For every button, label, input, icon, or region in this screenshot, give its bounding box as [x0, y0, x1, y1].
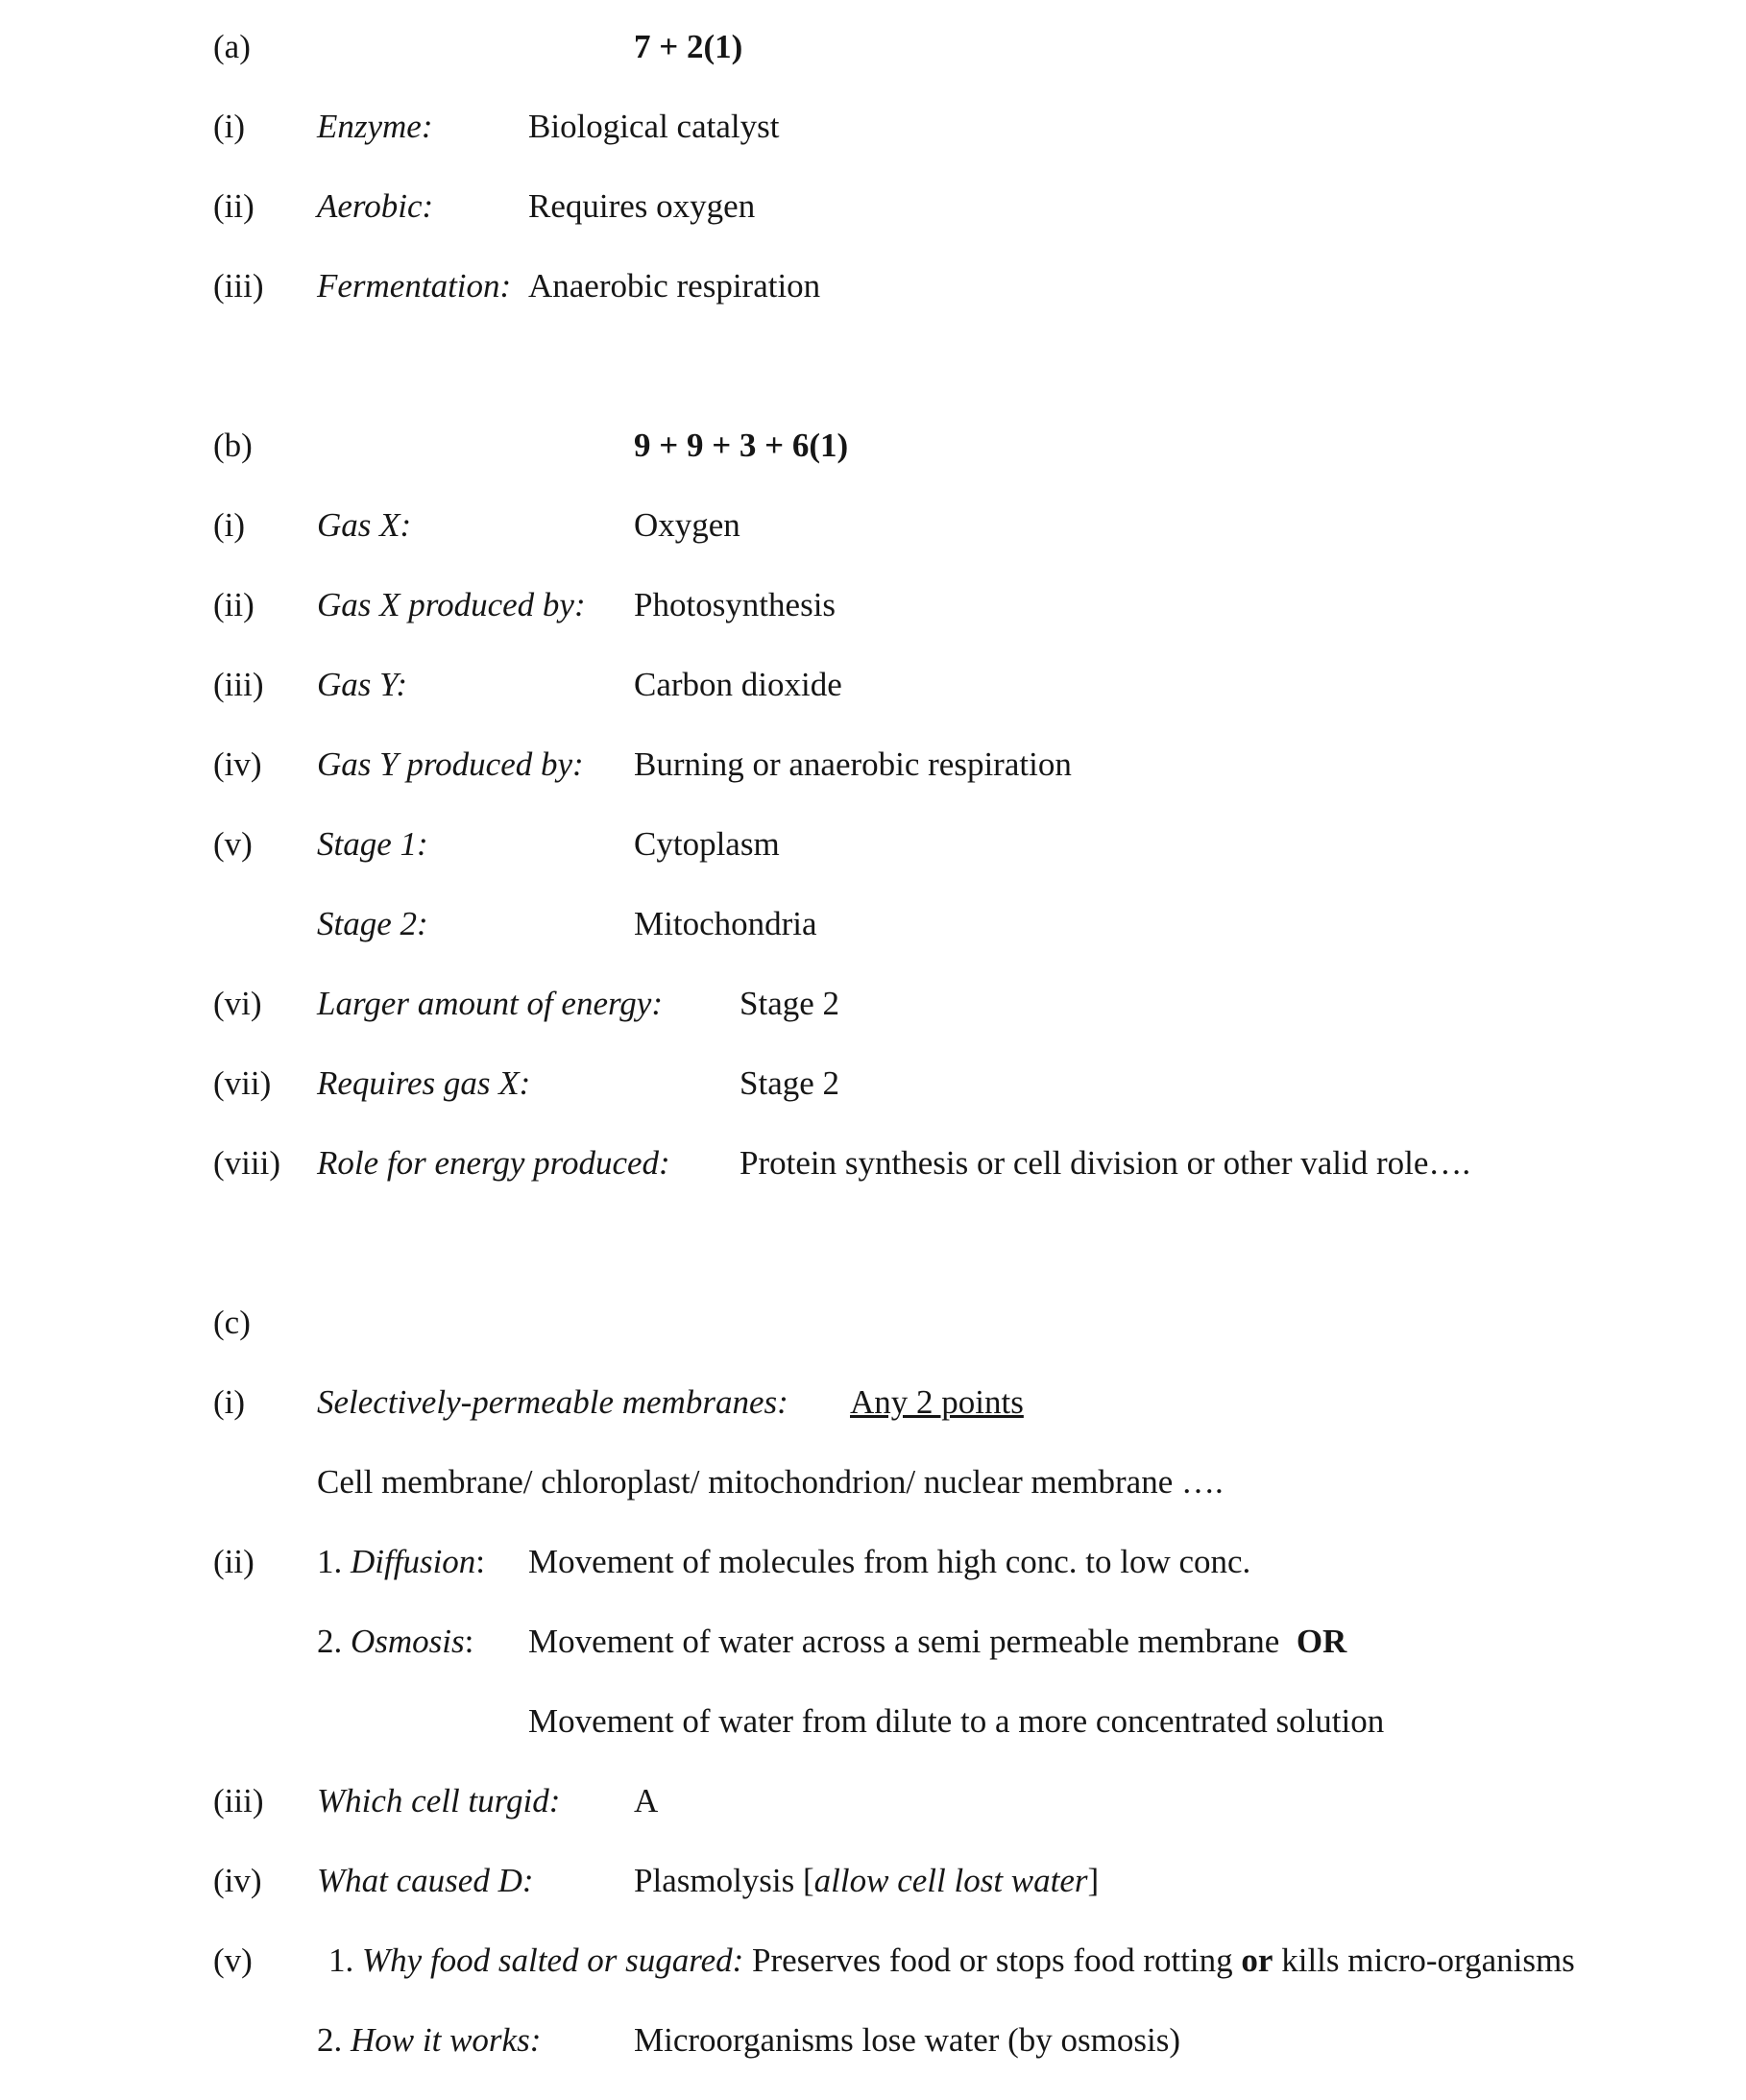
doc-cell: [213, 1542, 255, 1582]
doc-cell: [317, 2020, 541, 2061]
doc-cell: [317, 665, 407, 705]
doc-line: [0, 1143, 1746, 1223]
text-segment: 2.: [317, 1623, 351, 1660]
doc-cell: [528, 1701, 1384, 1742]
doc-cell: [528, 186, 755, 227]
text-segment: Anaerobic respiration: [528, 267, 821, 305]
text-segment: What caused D:: [317, 1862, 534, 1899]
doc-line: [0, 1382, 1746, 1462]
doc-cell: [317, 984, 663, 1024]
doc-cell: [634, 505, 740, 546]
doc-cell: [213, 984, 262, 1024]
text-segment: Osmosis: [351, 1623, 465, 1660]
doc-line: [0, 1941, 1746, 2020]
doc-cell: [213, 505, 245, 546]
doc-line: [0, 1861, 1746, 1941]
text-segment: 9 + 9 + 3 + 6(1): [634, 427, 849, 464]
doc-cell: [317, 505, 411, 546]
doc-cell: [634, 426, 848, 466]
text-segment: (iii): [213, 666, 264, 703]
doc-cell: [740, 984, 839, 1024]
doc-cell: [213, 1941, 253, 1981]
doc-cell: [317, 1542, 485, 1582]
doc-cell: [634, 27, 742, 67]
doc-cell: [213, 1063, 271, 1104]
doc-cell: [213, 745, 262, 785]
doc-line: [0, 984, 1746, 1063]
text-segment: How it works:: [351, 2021, 542, 2059]
text-segment: Which cell turgid:: [317, 1782, 561, 1819]
text-segment: (iii): [213, 267, 264, 305]
doc-cell: [634, 585, 836, 625]
text-segment: ]: [1087, 1862, 1100, 1899]
text-segment: (ii): [213, 1543, 255, 1580]
text-segment: Plasmolysis [: [634, 1862, 814, 1899]
text-segment: 2.: [317, 2021, 351, 2059]
doc-line: [0, 107, 1746, 186]
text-segment: (iv): [213, 1862, 262, 1899]
doc-line: [0, 505, 1746, 585]
doc-cell: [740, 1063, 839, 1104]
doc-cell: [213, 426, 253, 466]
doc-line: [0, 186, 1746, 266]
text-segment: (v): [213, 1941, 253, 1979]
doc-cell: [317, 824, 428, 865]
text-segment: Selectively-permeable membranes:: [317, 1383, 788, 1421]
text-segment: allow cell lost water: [813, 1862, 1088, 1899]
text-segment: Stage 2:: [317, 905, 428, 942]
doc-line: [0, 2020, 1746, 2100]
doc-line: [0, 1063, 1746, 1143]
text-segment: Any 2 points: [850, 1383, 1024, 1421]
text-segment: Gas X produced by:: [317, 586, 586, 623]
text-segment: (viii): [213, 1144, 280, 1182]
text-segment: Why food salted or sugared:: [362, 1941, 744, 1979]
text-segment: Movement of water from dilute to a more concentrated solution: [528, 1702, 1385, 1740]
text-segment: Requires gas X:: [317, 1064, 531, 1102]
text-segment: 1.: [317, 1543, 351, 1580]
doc-cell: [317, 266, 511, 306]
doc-cell: [213, 107, 245, 147]
text-segment: Stage 2: [740, 985, 840, 1022]
doc-cell: [317, 1622, 473, 1662]
doc-cell: [317, 745, 584, 785]
doc-cell: [317, 1382, 788, 1423]
doc-cell: [213, 266, 263, 306]
doc-cell: [528, 107, 779, 147]
doc-cell: [528, 266, 820, 306]
doc-cell: [213, 585, 255, 625]
doc-line: [0, 1542, 1746, 1622]
text-segment: (a): [213, 28, 251, 65]
doc-cell: [634, 904, 817, 944]
text-segment: Stage 1:: [317, 825, 428, 863]
doc-cell: [317, 585, 586, 625]
doc-cell: [634, 665, 842, 705]
text-segment: (i): [213, 506, 246, 544]
doc-line: [0, 665, 1746, 745]
text-segment: Photosynthesis: [634, 586, 837, 623]
doc-line: [0, 1701, 1746, 1781]
text-segment: A: [634, 1782, 659, 1819]
text-segment: (ii): [213, 586, 255, 623]
doc-cell: [213, 1781, 263, 1821]
text-segment: (iii): [213, 1782, 264, 1819]
text-segment: Oxygen: [634, 506, 740, 544]
doc-cell: [317, 1781, 560, 1821]
doc-line: [0, 266, 1746, 346]
doc-cell: [634, 1861, 1099, 1901]
text-segment: (iv): [213, 745, 262, 783]
text-segment: Mitochondria: [634, 905, 817, 942]
doc-cell: [213, 1143, 280, 1184]
text-segment: Role for energy produced:: [317, 1144, 670, 1182]
doc-cell: [317, 904, 428, 944]
blank-line: [0, 346, 1746, 426]
text-segment: Stage 2: [740, 1064, 840, 1102]
doc-cell: [317, 1861, 534, 1901]
text-segment: (vi): [213, 985, 262, 1022]
doc-cell: [213, 1382, 245, 1423]
text-segment: OR: [1296, 1623, 1347, 1660]
doc-cell: [317, 1143, 670, 1184]
text-segment: :: [464, 1623, 474, 1660]
text-segment: Protein synthesis or cell division or other valid role….: [740, 1144, 1471, 1182]
doc-cell: [328, 1941, 1575, 1981]
text-segment: Cytoplasm: [634, 825, 780, 863]
doc-cell: [317, 1063, 530, 1104]
doc-line: [0, 824, 1746, 904]
doc-cell: [740, 1143, 1470, 1184]
doc-line: [0, 1781, 1746, 1861]
text-segment: (v): [213, 825, 253, 863]
text-segment: 1.: [328, 1941, 362, 1979]
doc-line: [0, 426, 1746, 505]
doc-cell: [317, 186, 433, 227]
doc-cell: [634, 2020, 1180, 2061]
doc-line: [0, 1462, 1746, 1542]
text-segment: (vii): [213, 1064, 272, 1102]
text-segment: Burning or anaerobic respiration: [634, 745, 1072, 783]
doc-cell: [850, 1382, 1024, 1423]
text-segment: (ii): [213, 187, 255, 225]
text-segment: kills micro-organisms: [1273, 1941, 1575, 1979]
doc-cell: [213, 665, 263, 705]
text-segment: Microorganisms lose water (by osmosis): [634, 2021, 1181, 2059]
text-segment: Gas Y produced by:: [317, 745, 584, 783]
text-segment: (b): [213, 427, 253, 464]
text-segment: Movement of molecules from high conc. to low conc.: [528, 1543, 1251, 1580]
text-segment: Requires oxygen: [528, 187, 756, 225]
doc-line: [0, 585, 1746, 665]
text-segment: Movement of water across a semi permeable membrane: [528, 1623, 1297, 1660]
text-segment: Carbon dioxide: [634, 666, 842, 703]
doc-cell: [213, 27, 251, 67]
doc-cell: [317, 1462, 1224, 1502]
doc-line: [0, 1622, 1746, 1701]
text-segment: Fermentation:: [317, 267, 512, 305]
text-segment: Preserves food or stops food rotting: [743, 1941, 1242, 1979]
text-segment: 7 + 2(1): [634, 28, 743, 65]
text-segment: Gas Y:: [317, 666, 407, 703]
doc-cell: [528, 1622, 1346, 1662]
doc-cell: [213, 824, 253, 865]
text-segment: Larger amount of energy:: [317, 985, 663, 1022]
blank-line: [0, 1223, 1746, 1303]
doc-line: [0, 27, 1746, 107]
text-segment: :: [475, 1543, 486, 1580]
text-segment: (i): [213, 108, 246, 145]
doc-cell: [634, 745, 1072, 785]
text-segment: Gas X:: [317, 506, 412, 544]
text-segment: or: [1241, 1941, 1273, 1979]
text-segment: Biological catalyst: [528, 108, 780, 145]
text-segment: (i): [213, 1383, 246, 1421]
text-segment: Enzyme:: [317, 108, 433, 145]
doc-line: [0, 745, 1746, 824]
doc-cell: [317, 107, 433, 147]
text-segment: Cell membrane/ chloroplast/ mitochondrion/ nuclear membrane ….: [317, 1463, 1224, 1501]
doc-cell: [634, 824, 780, 865]
doc-cell: [213, 1861, 262, 1901]
text-segment: (c): [213, 1304, 251, 1341]
doc-cell: [634, 1781, 658, 1821]
doc-line: [0, 904, 1746, 984]
doc-line: [0, 1303, 1746, 1382]
text-segment: Diffusion: [351, 1543, 476, 1580]
doc-cell: [213, 1303, 251, 1343]
doc-cell: [213, 186, 255, 227]
text-segment: Aerobic:: [317, 187, 434, 225]
doc-cell: [528, 1542, 1250, 1582]
